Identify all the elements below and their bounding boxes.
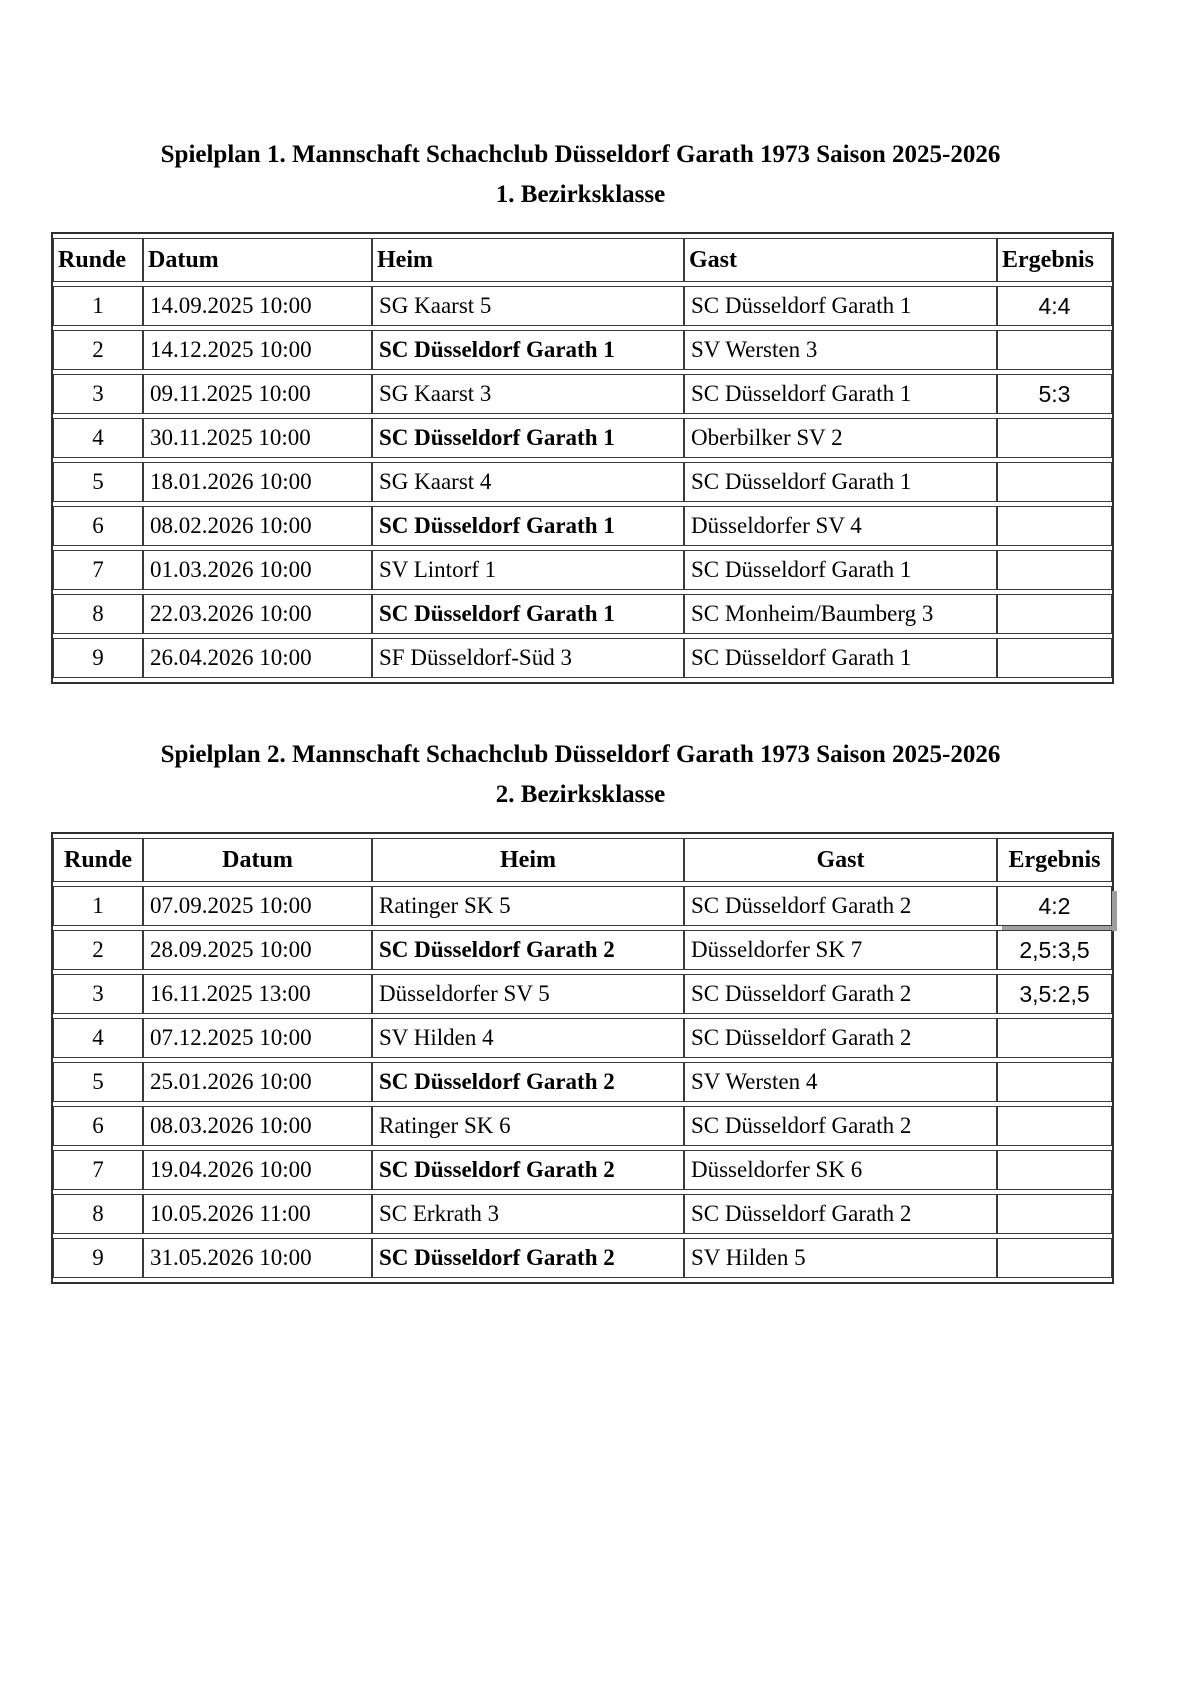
result-cell: [997, 1018, 1112, 1058]
guest-team-cell: SC Düsseldorf Garath 1: [684, 462, 997, 502]
result-cell: 2,5:3,5: [997, 930, 1112, 970]
result-cell: [997, 1150, 1112, 1190]
home-team-cell: SC Düsseldorf Garath 1: [372, 594, 684, 634]
result-cell: [997, 330, 1112, 370]
header-runde: Runde: [53, 238, 143, 282]
home-team-cell: SC Düsseldorf Garath 2: [372, 930, 684, 970]
home-team-cell: SG Kaarst 4: [372, 462, 684, 502]
home-team-cell: SC Düsseldorf Garath 2: [372, 1062, 684, 1102]
date-cell: 08.02.2026 10:00: [143, 506, 372, 546]
header-gast: Gast: [684, 238, 997, 282]
schedule-1-header-row: [53, 238, 1112, 282]
date-cell: 25.01.2026 10:00: [143, 1062, 372, 1102]
fixture-row: [53, 1062, 1112, 1102]
fixture-row: [53, 418, 1112, 458]
round-number-cell: 6: [53, 1106, 143, 1146]
fixture-row: [53, 974, 1112, 1014]
date-cell: 16.11.2025 13:00: [143, 974, 372, 1014]
guest-team-cell: SC Düsseldorf Garath 1: [684, 374, 997, 414]
home-team-cell: SG Kaarst 3: [372, 374, 684, 414]
result-cell: [997, 1062, 1112, 1102]
header-gast: Gast: [684, 838, 997, 882]
schedule-section-first-team: [51, 140, 1110, 684]
home-team-cell: SC Düsseldorf Garath 2: [372, 1150, 684, 1190]
round-number-cell: 1: [53, 886, 143, 926]
date-cell: 14.09.2025 10:00: [143, 286, 372, 326]
guest-team-cell: SC Düsseldorf Garath 2: [684, 1018, 997, 1058]
date-cell: 18.01.2026 10:00: [143, 462, 372, 502]
home-team-cell: SC Düsseldorf Garath 1: [372, 506, 684, 546]
result-cell: [997, 462, 1112, 502]
schedule-2-header-row: [53, 838, 1112, 882]
home-team-cell: SC Düsseldorf Garath 1: [372, 330, 684, 370]
date-cell: 07.12.2025 10:00: [143, 1018, 372, 1058]
guest-team-cell: Düsseldorfer SV 4: [684, 506, 997, 546]
result-cell: [997, 418, 1112, 458]
round-number-cell: 9: [53, 1238, 143, 1278]
result-cell: 4:4: [997, 286, 1112, 326]
round-number-cell: 2: [53, 330, 143, 370]
round-number-cell: 5: [53, 1062, 143, 1102]
fixture-row: [53, 286, 1112, 326]
date-cell: 30.11.2025 10:00: [143, 418, 372, 458]
home-team-cell: SC Erkrath 3: [372, 1194, 684, 1234]
guest-team-cell: SV Wersten 3: [684, 330, 997, 370]
date-cell: 28.09.2025 10:00: [143, 930, 372, 970]
date-cell: 07.09.2025 10:00: [143, 886, 372, 926]
fixture-row: [53, 1106, 1112, 1146]
date-cell: 14.12.2025 10:00: [143, 330, 372, 370]
header-datum: Datum: [143, 838, 372, 882]
date-cell: 22.03.2026 10:00: [143, 594, 372, 634]
date-cell: 31.05.2026 10:00: [143, 1238, 372, 1278]
header-ergebnis: Ergebnis: [997, 238, 1112, 282]
guest-team-cell: SC Düsseldorf Garath 2: [684, 1106, 997, 1146]
round-number-cell: 6: [53, 506, 143, 546]
round-number-cell: 8: [53, 594, 143, 634]
round-number-cell: 4: [53, 418, 143, 458]
guest-team-cell: SC Düsseldorf Garath 1: [684, 286, 997, 326]
guest-team-cell: SC Düsseldorf Garath 2: [684, 886, 997, 926]
fixture-row: [53, 550, 1112, 590]
guest-team-cell: SV Wersten 4: [684, 1062, 997, 1102]
header-heim: Heim: [372, 238, 684, 282]
guest-team-cell: SC Düsseldorf Garath 1: [684, 638, 997, 678]
schedule-2-title: Spielplan 2. Mannschaft Schachclub Düsseldorf Garath 1973 Saison 2025-2026: [160, 741, 1001, 768]
date-cell: 01.03.2026 10:00: [143, 550, 372, 590]
result-cell: [997, 1194, 1112, 1234]
result-cell: [997, 550, 1112, 590]
round-number-cell: 3: [53, 374, 143, 414]
home-team-cell: SG Kaarst 5: [372, 286, 684, 326]
round-number-cell: 7: [53, 1150, 143, 1190]
round-number-cell: 8: [53, 1194, 143, 1234]
guest-team-cell: SC Monheim/Baumberg 3: [684, 594, 997, 634]
home-team-cell: Ratinger SK 5: [372, 886, 684, 926]
guest-team-cell: SC Düsseldorf Garath 2: [684, 974, 997, 1014]
fixture-row: [53, 374, 1112, 414]
home-team-cell: SV Lintorf 1: [372, 550, 684, 590]
fixture-row: [53, 1238, 1112, 1278]
date-cell: 10.05.2026 11:00: [143, 1194, 372, 1234]
fixture-row: [53, 462, 1112, 502]
schedule-1-title: Spielplan 1. Mannschaft Schachclub Düsseldorf Garath 1973 Saison 2025-2026: [160, 141, 1001, 168]
schedule-2-table: [51, 832, 1114, 1284]
result-cell: [997, 1106, 1112, 1146]
date-cell: 09.11.2025 10:00: [143, 374, 372, 414]
header-datum: Datum: [143, 238, 372, 282]
header-runde: Runde: [53, 838, 143, 882]
result-cell: [997, 638, 1112, 678]
round-number-cell: 3: [53, 974, 143, 1014]
schedule-1-subtitle: 1. Bezirksklasse: [495, 181, 666, 208]
fixture-row: [53, 930, 1112, 970]
result-cell: [997, 506, 1112, 546]
round-number-cell: 7: [53, 550, 143, 590]
fixture-row: [53, 886, 1112, 926]
result-cell: [997, 1238, 1112, 1278]
header-ergebnis: Ergebnis: [997, 838, 1112, 882]
date-cell: 08.03.2026 10:00: [143, 1106, 372, 1146]
home-team-cell: SV Hilden 4: [372, 1018, 684, 1058]
header-heim: Heim: [372, 838, 684, 882]
home-team-cell: Düsseldorfer SV 5: [372, 974, 684, 1014]
result-cell: 4:2: [997, 886, 1112, 926]
guest-team-cell: Düsseldorfer SK 7: [684, 930, 997, 970]
round-number-cell: 4: [53, 1018, 143, 1058]
fixture-row: [53, 1018, 1112, 1058]
date-cell: 26.04.2026 10:00: [143, 638, 372, 678]
schedule-2-subtitle: 2. Bezirksklasse: [495, 781, 666, 808]
result-cell: 5:3: [997, 374, 1112, 414]
round-number-cell: 5: [53, 462, 143, 502]
fixture-row: [53, 330, 1112, 370]
round-number-cell: 2: [53, 930, 143, 970]
schedule-1-table: [51, 232, 1114, 684]
fixture-row: [53, 1194, 1112, 1234]
result-cell: 3,5:2,5: [997, 974, 1112, 1014]
home-team-cell: SF Düsseldorf-Süd 3: [372, 638, 684, 678]
fixture-row: [53, 594, 1112, 634]
fixture-row: [53, 1150, 1112, 1190]
home-team-cell: SC Düsseldorf Garath 1: [372, 418, 684, 458]
fixture-row: [53, 506, 1112, 546]
guest-team-cell: Düsseldorfer SK 6: [684, 1150, 997, 1190]
guest-team-cell: SC Düsseldorf Garath 1: [684, 550, 997, 590]
guest-team-cell: SV Hilden 5: [684, 1238, 997, 1278]
round-number-cell: 1: [53, 286, 143, 326]
date-cell: 19.04.2026 10:00: [143, 1150, 372, 1190]
result-cell: [997, 594, 1112, 634]
home-team-cell: SC Düsseldorf Garath 2: [372, 1238, 684, 1278]
home-team-cell: Ratinger SK 6: [372, 1106, 684, 1146]
fixture-row: [53, 638, 1112, 678]
guest-team-cell: Oberbilker SV 2: [684, 418, 997, 458]
schedule-section-second-team: [51, 740, 1110, 1284]
guest-team-cell: SC Düsseldorf Garath 2: [684, 1194, 997, 1234]
round-number-cell: 9: [53, 638, 143, 678]
